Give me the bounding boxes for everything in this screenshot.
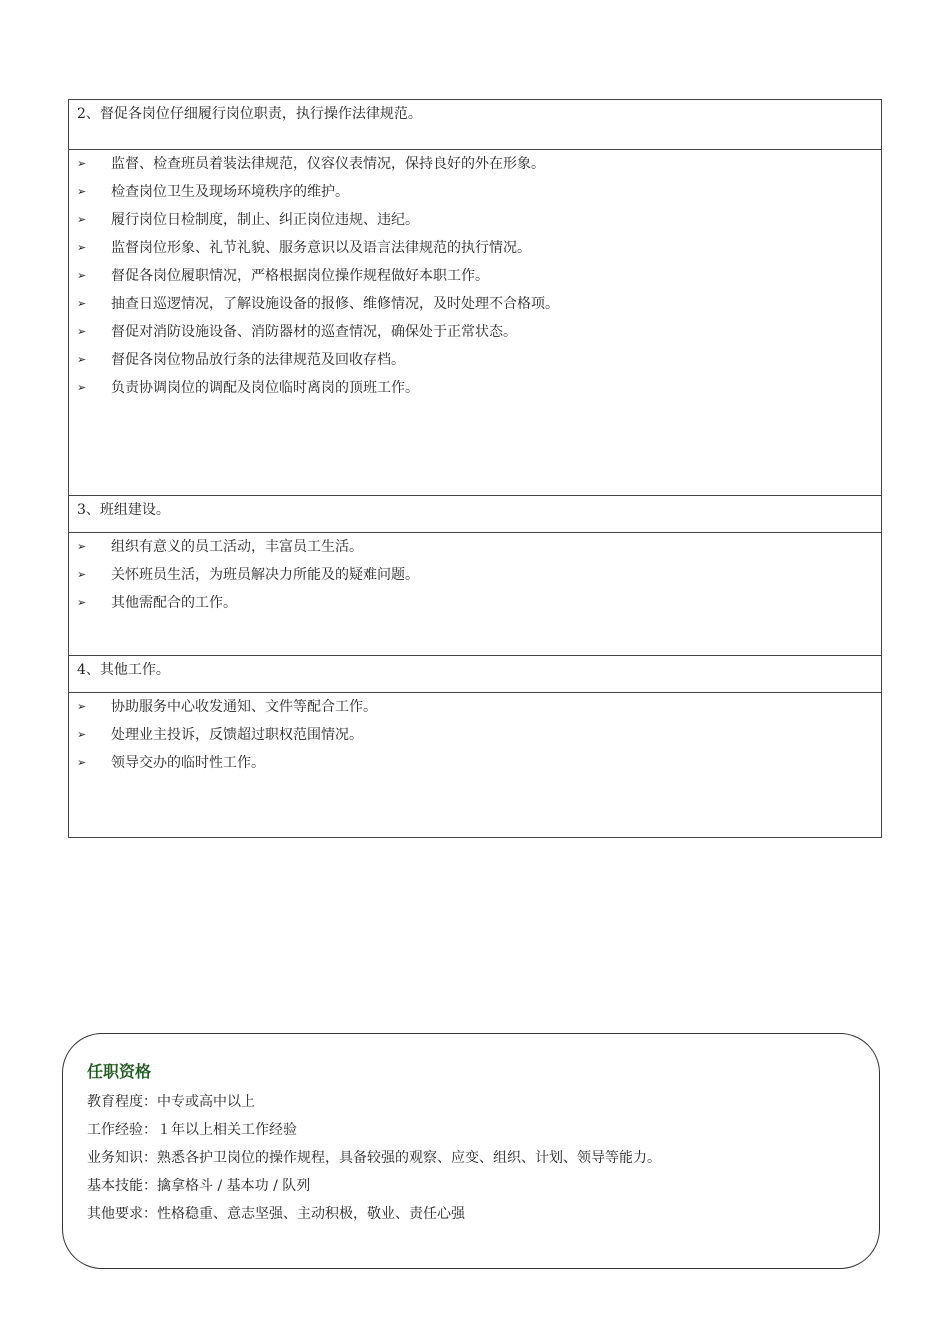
arrow-bullet-icon: ➢ <box>77 241 87 254</box>
arrow-bullet-icon: ➢ <box>77 157 87 170</box>
list-item-text: 其他需配合的工作。 <box>111 595 237 611</box>
list-item <box>77 693 873 721</box>
qualification-education: 教育程度：中专或高中以上 <box>87 1094 255 1110</box>
list-item <box>77 178 873 206</box>
list-item <box>77 346 873 374</box>
qualification-skills: 基本技能：擒拿格斗 / 基本功 / 队列 <box>87 1178 311 1194</box>
section-2-heading-row <box>69 100 882 150</box>
qualification-knowledge: 业务知识：熟悉各护卫岗位的操作规程，具备较强的观察、应变、组织、计划、领导等能力。 <box>87 1150 661 1166</box>
section-4-list-row <box>69 693 882 838</box>
section-3-list-row <box>69 533 882 656</box>
list-item-text: 督促对消防设施设备、消防器材的巡查情况，确保处于正常状态。 <box>111 324 517 340</box>
arrow-bullet-icon: ➢ <box>77 297 87 310</box>
arrow-bullet-icon: ➢ <box>77 540 87 553</box>
list-item-text: 抽查日巡逻情况，了解设施设备的报修、维修情况，及时处理不合格项。 <box>111 296 559 312</box>
list-item <box>77 234 873 262</box>
arrow-bullet-icon: ➢ <box>77 596 87 609</box>
arrow-bullet-icon: ➢ <box>77 269 87 282</box>
list-item-text: 关怀班员生活，为班员解决力所能及的疑难问题。 <box>111 567 419 583</box>
section-heading <box>69 656 882 693</box>
list-item <box>77 589 873 617</box>
list-item <box>77 721 873 749</box>
qualification-title: 任职资格 <box>87 1062 152 1081</box>
arrow-bullet-icon: ➢ <box>77 568 87 581</box>
arrow-bullet-icon: ➢ <box>77 728 87 741</box>
arrow-bullet-icon: ➢ <box>77 700 87 713</box>
section-heading-text: 2、督促各岗位仔细履行岗位职责，执行操作法律规范。 <box>77 106 422 122</box>
section-4-heading-row <box>69 656 882 693</box>
list-item-text: 督促各岗位物品放行条的法律规范及回收存档。 <box>111 352 405 368</box>
section-heading-text: 3、班组建设。 <box>77 502 170 518</box>
duties-table <box>68 99 882 838</box>
list-item-text: 协助服务中心收发通知、文件等配合工作。 <box>111 699 377 715</box>
list-item <box>77 749 873 777</box>
list-item <box>77 206 873 234</box>
list-item-text: 处理业主投诉，反馈超过职权范围情况。 <box>111 727 363 743</box>
list-item-text: 领导交办的临时性工作。 <box>111 755 265 771</box>
list-item-text: 履行岗位日检制度，制止、纠正岗位违规、违纪。 <box>111 212 419 228</box>
section-list <box>69 533 882 656</box>
section-3-heading-row <box>69 496 882 533</box>
arrow-bullet-icon: ➢ <box>77 381 87 394</box>
arrow-bullet-icon: ➢ <box>77 185 87 198</box>
section-heading-text: 4、其他工作。 <box>77 662 170 678</box>
list-item-text: 负责协调岗位的调配及岗位临时离岗的顶班工作。 <box>111 380 419 396</box>
section-2-list-row <box>69 150 882 496</box>
list-item-text: 督促各岗位履职情况，严格根据岗位操作规程做好本职工作。 <box>111 268 489 284</box>
section-heading <box>69 496 882 533</box>
arrow-bullet-icon: ➢ <box>77 325 87 338</box>
list-item <box>77 561 873 589</box>
list-item <box>77 290 873 318</box>
arrow-bullet-icon: ➢ <box>77 756 87 769</box>
qualification-other: 其他要求：性格稳重、意志坚强、主动积极，敬业、责任心强 <box>87 1206 465 1222</box>
qualification-box <box>62 1033 880 1269</box>
list-item-text: 检查岗位卫生及现场环境秩序的维护。 <box>111 184 349 200</box>
list-item-text: 组织有意义的员工活动，丰富员工生活。 <box>111 539 363 555</box>
section-list <box>69 693 882 838</box>
arrow-bullet-icon: ➢ <box>77 213 87 226</box>
list-item <box>77 150 873 178</box>
qualification-experience: 工作经验：１年以上相关工作经验 <box>87 1122 297 1138</box>
list-item-text: 监督岗位形象、礼节礼貌、服务意识以及语言法律规范的执行情况。 <box>111 240 531 256</box>
arrow-bullet-icon: ➢ <box>77 353 87 366</box>
list-item <box>77 533 873 561</box>
section-list <box>69 150 882 496</box>
list-item <box>77 374 873 402</box>
section-heading <box>69 100 882 150</box>
list-item <box>77 318 873 346</box>
list-item-text: 监督、检查班员着装法律规范，仪容仪表情况，保持良好的外在形象。 <box>111 156 545 172</box>
list-item <box>77 262 873 290</box>
